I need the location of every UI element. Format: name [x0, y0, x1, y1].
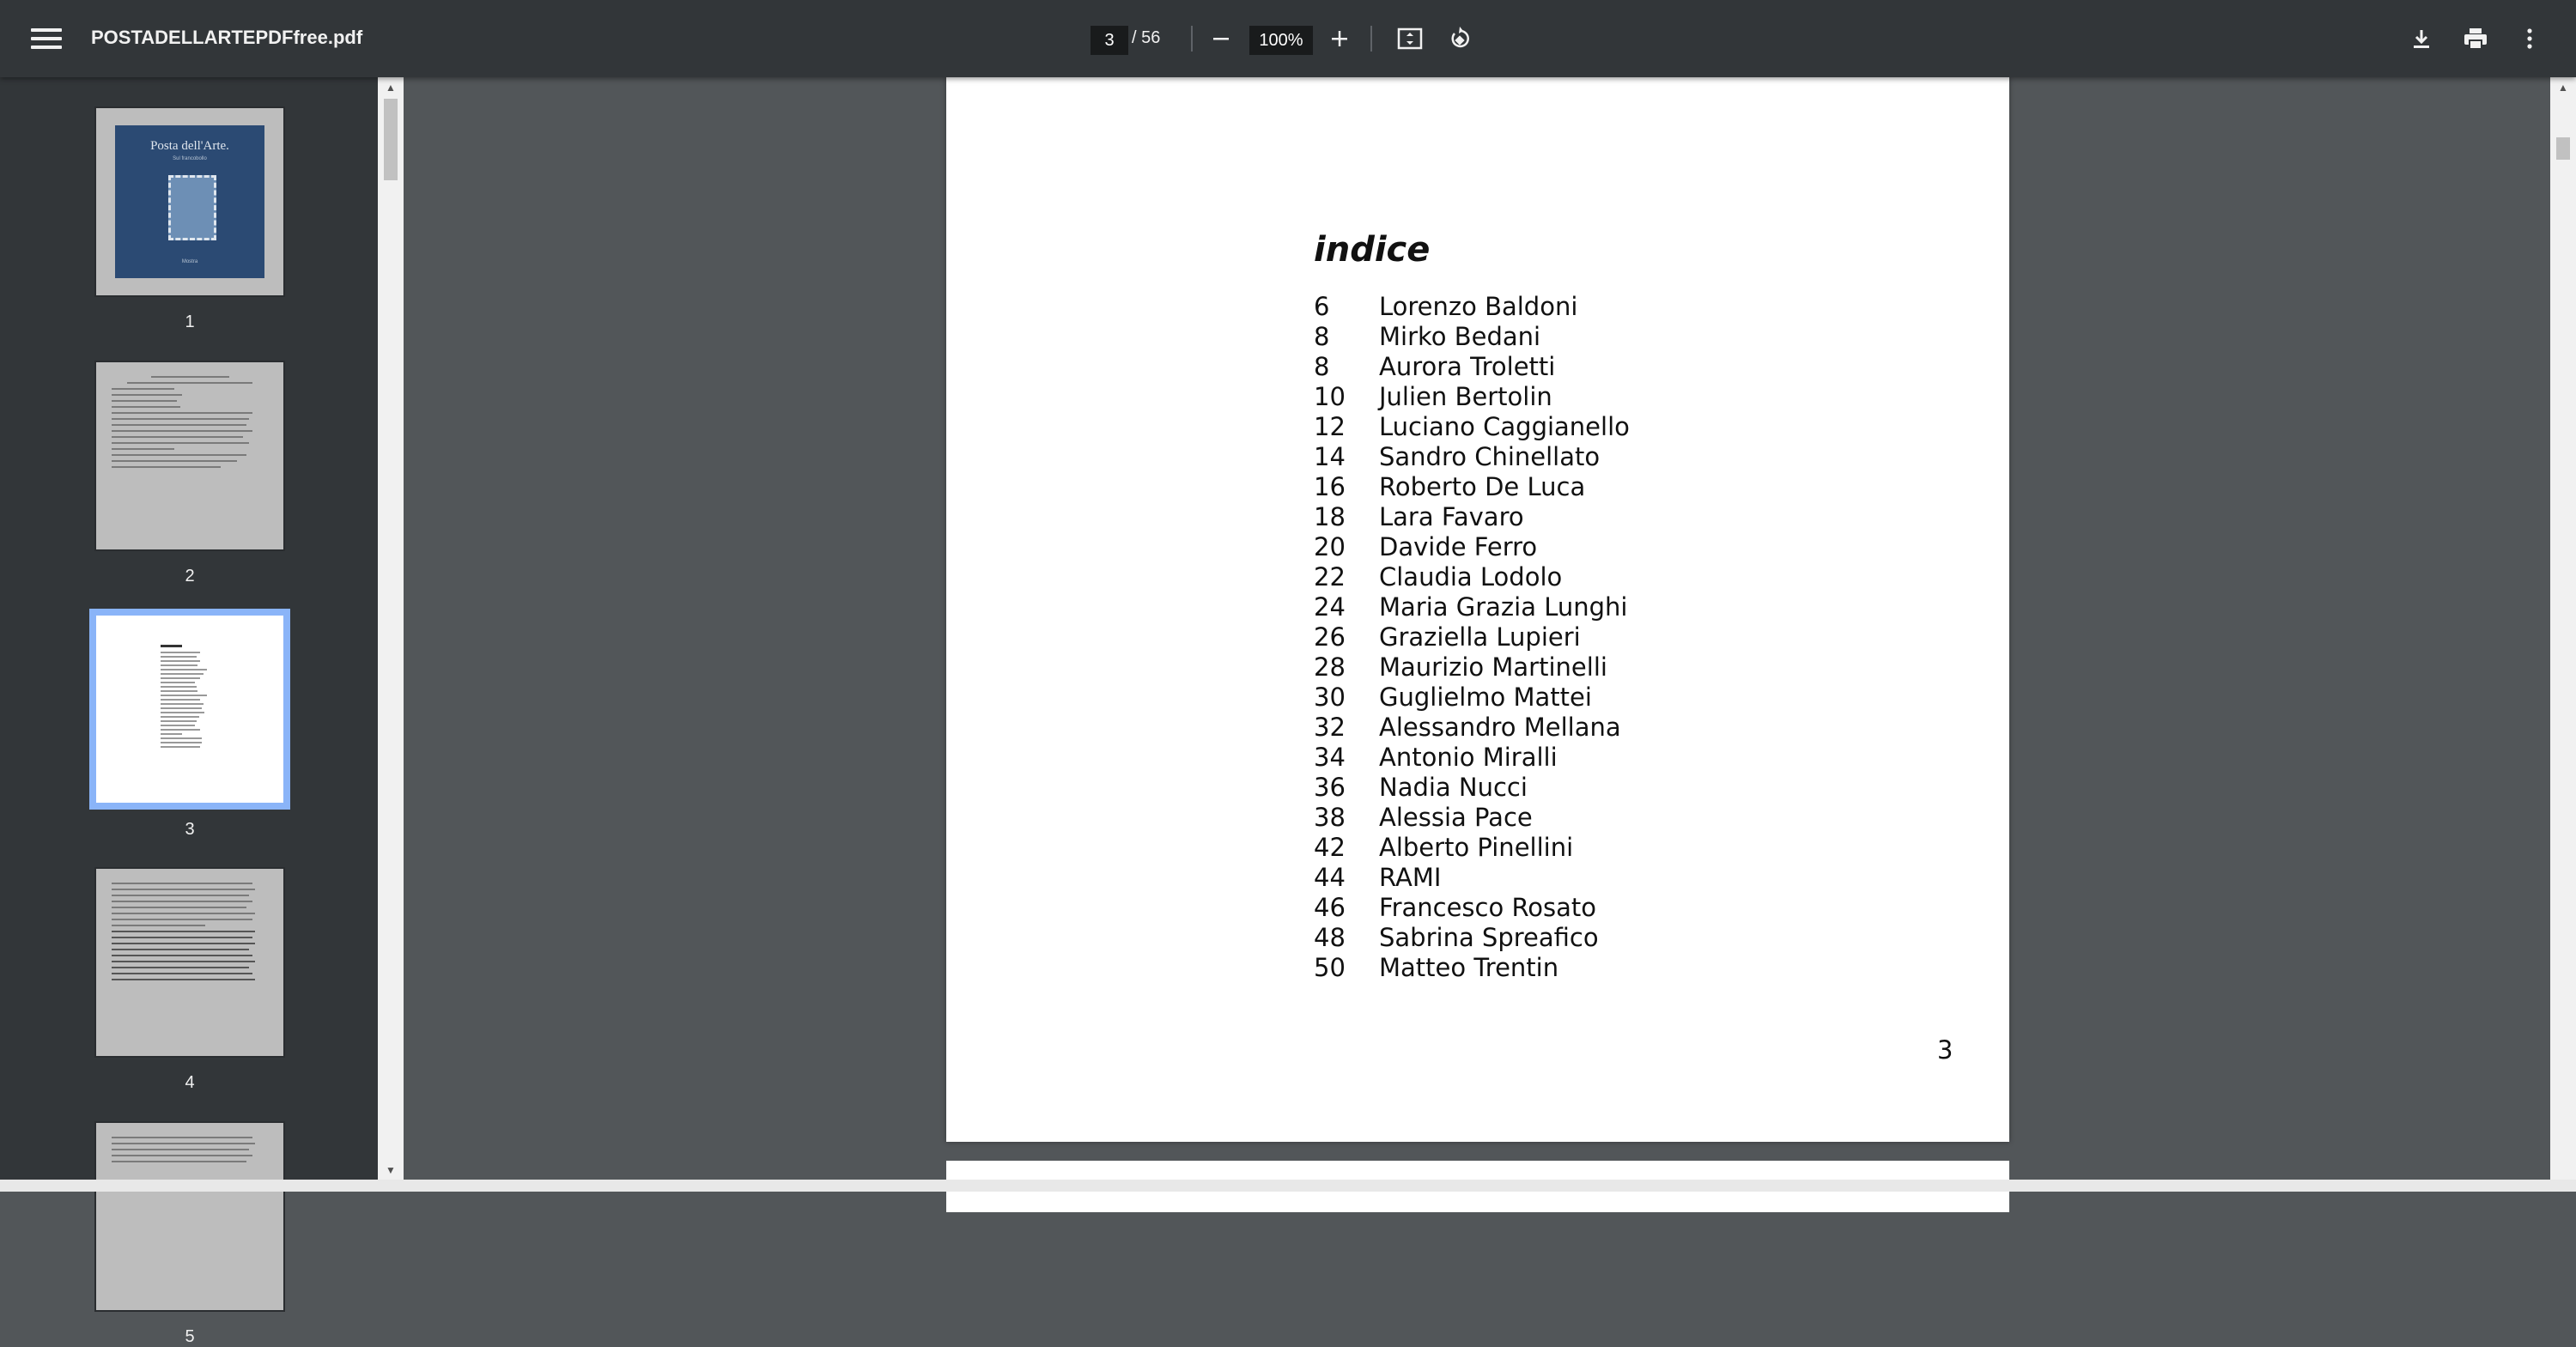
toolbar-divider [1370, 26, 1372, 52]
zoom-in-icon[interactable] [1322, 21, 1357, 56]
pdf-toolbar [0, 0, 2576, 77]
document-viewer[interactable] [404, 77, 2550, 1192]
toc-entry [1314, 502, 1630, 532]
thumbnail-image[interactable] [96, 1123, 283, 1310]
toc-page: 16 [1314, 472, 1346, 501]
table-of-contents [1314, 292, 1630, 983]
toc-page: 20 [1314, 532, 1346, 561]
toc-page: 48 [1314, 923, 1346, 952]
toc-entry [1314, 833, 1630, 863]
toc-page: 38 [1314, 803, 1346, 832]
toc-name: Francesco Rosato [1379, 893, 1597, 922]
text-lines [112, 883, 268, 1042]
thumbnail-page-3[interactable] [96, 616, 283, 840]
toc-page: 6 [1314, 292, 1330, 321]
toc-name: Luciano Caggianello [1379, 412, 1630, 441]
page-footer-number: 3 [1937, 1035, 1953, 1065]
zoom-input[interactable] [1249, 26, 1313, 55]
thumbnail-page-4[interactable] [96, 869, 283, 1093]
cover-subtitle: Sul francobollo [173, 156, 207, 161]
thumbnail-image-selected[interactable] [96, 616, 283, 803]
menu-icon[interactable] [31, 23, 62, 54]
toc-name: Julien Bertolin [1379, 382, 1552, 411]
thumbnail-number: 1 [185, 312, 195, 331]
toc-name: Guglielmo Mattei [1379, 683, 1592, 712]
thumbnail-image[interactable] [96, 108, 283, 295]
scroll-down-arrow-icon[interactable]: ▼ [386, 1164, 396, 1176]
cover-footer: Mostra [181, 259, 198, 264]
toc-name: RAMI [1379, 863, 1442, 892]
toc-name: Nadia Nucci [1379, 773, 1528, 802]
toolbar-divider [1191, 26, 1193, 52]
toc-name: Claudia Lodolo [1379, 562, 1563, 592]
toc-name: Graziella Lupieri [1379, 622, 1581, 652]
stamp-image [168, 175, 216, 240]
sidebar-scrollbar[interactable] [378, 77, 404, 1192]
horizontal-scrollbar[interactable] [0, 1180, 2576, 1192]
toc-entry [1314, 953, 1630, 983]
fit-page-icon[interactable] [1393, 21, 1427, 56]
toc-page: 28 [1314, 652, 1346, 682]
toc-entry [1314, 292, 1630, 322]
toc-entry [1314, 472, 1630, 502]
toc-name: Alberto Pinellini [1379, 833, 1574, 862]
toc-entry [1314, 352, 1630, 382]
toc-entry [1314, 803, 1630, 833]
toc-entry [1314, 652, 1630, 683]
page-total: / 56 [1132, 28, 1161, 47]
document-title: POSTADELLARTEPDFfree.pdf [91, 27, 363, 48]
toc-entry [1314, 382, 1630, 412]
toc-name: Mirko Bedani [1379, 322, 1541, 351]
toc-entry [1314, 592, 1630, 622]
toc-page: 26 [1314, 622, 1346, 652]
text-lines [161, 645, 232, 789]
toc-page: 50 [1314, 953, 1346, 982]
toc-name: Roberto De Luca [1379, 472, 1586, 501]
text-lines [112, 1137, 268, 1296]
toc-page: 8 [1314, 322, 1330, 351]
thumbnail-image[interactable] [96, 362, 283, 549]
toc-page: 10 [1314, 382, 1346, 411]
toc-name: Davide Ferro [1379, 532, 1538, 561]
toc-entry [1314, 743, 1630, 773]
thumbnail-page-2[interactable] [96, 362, 283, 586]
toc-entry [1314, 532, 1630, 562]
document-scroll-thumb[interactable] [2556, 137, 2570, 160]
toc-entry [1314, 773, 1630, 803]
index-heading: indice [1314, 230, 1431, 270]
toc-page: 36 [1314, 773, 1346, 802]
print-icon[interactable] [2458, 21, 2493, 56]
toc-page: 18 [1314, 502, 1346, 531]
cover-image [115, 125, 264, 278]
cover-title: Posta dell'Arte. [150, 139, 229, 153]
toc-page: 34 [1314, 743, 1346, 772]
toc-name: Alessandro Mellana [1379, 713, 1621, 742]
toc-entry [1314, 412, 1630, 442]
toc-page: 8 [1314, 352, 1330, 381]
document-scrollbar[interactable] [2550, 77, 2576, 1192]
toc-name: Maria Grazia Lunghi [1379, 592, 1628, 622]
thumbnail-number: 4 [185, 1073, 195, 1092]
toc-name: Alessia Pace [1379, 803, 1533, 832]
thumbnail-number: 5 [185, 1327, 195, 1346]
toc-entry [1314, 863, 1630, 893]
toc-name: Antonio Miralli [1379, 743, 1558, 772]
thumbnail-image[interactable] [96, 869, 283, 1056]
toc-page: 22 [1314, 562, 1346, 592]
toc-name: Maurizio Martinelli [1379, 652, 1607, 682]
page-number-input[interactable] [1091, 26, 1128, 55]
thumbnail-number: 3 [185, 820, 195, 839]
toc-name: Sandro Chinellato [1379, 442, 1601, 471]
toc-name: Sabrina Spreafico [1379, 923, 1599, 952]
more-vert-icon[interactable] [2512, 21, 2547, 56]
scroll-up-arrow-icon[interactable]: ▲ [2558, 82, 2568, 94]
rotate-icon[interactable] [1443, 21, 1477, 56]
thumbnail-sidebar [0, 77, 378, 1346]
toc-page: 44 [1314, 863, 1346, 892]
scroll-up-arrow-icon[interactable]: ▲ [386, 82, 396, 94]
toc-entry [1314, 683, 1630, 713]
text-lines [112, 376, 268, 536]
sidebar-scroll-thumb[interactable] [384, 99, 398, 180]
toc-name: Aurora Troletti [1379, 352, 1556, 381]
zoom-out-icon[interactable] [1204, 21, 1238, 56]
toc-entry [1314, 713, 1630, 743]
toc-entry [1314, 622, 1630, 652]
toc-page: 46 [1314, 893, 1346, 922]
toc-page: 42 [1314, 833, 1346, 862]
toc-page: 12 [1314, 412, 1346, 441]
thumbnail-number: 2 [185, 567, 195, 586]
download-icon[interactable] [2404, 21, 2439, 56]
thumbnail-page-5[interactable] [96, 1123, 283, 1347]
toc-name: Matteo Trentin [1379, 953, 1559, 982]
toc-page: 30 [1314, 683, 1346, 712]
pdf-page-3 [946, 77, 2009, 1142]
toc-entry [1314, 322, 1630, 352]
toc-entry [1314, 893, 1630, 923]
toc-name: Lorenzo Baldoni [1379, 292, 1578, 321]
toc-page: 32 [1314, 713, 1346, 742]
toc-page: 14 [1314, 442, 1346, 471]
thumbnail-page-1[interactable] [96, 108, 283, 332]
toc-entry [1314, 923, 1630, 953]
toc-entry [1314, 442, 1630, 472]
toc-entry [1314, 562, 1630, 592]
toc-name: Lara Favaro [1379, 502, 1524, 531]
toc-page: 24 [1314, 592, 1346, 622]
